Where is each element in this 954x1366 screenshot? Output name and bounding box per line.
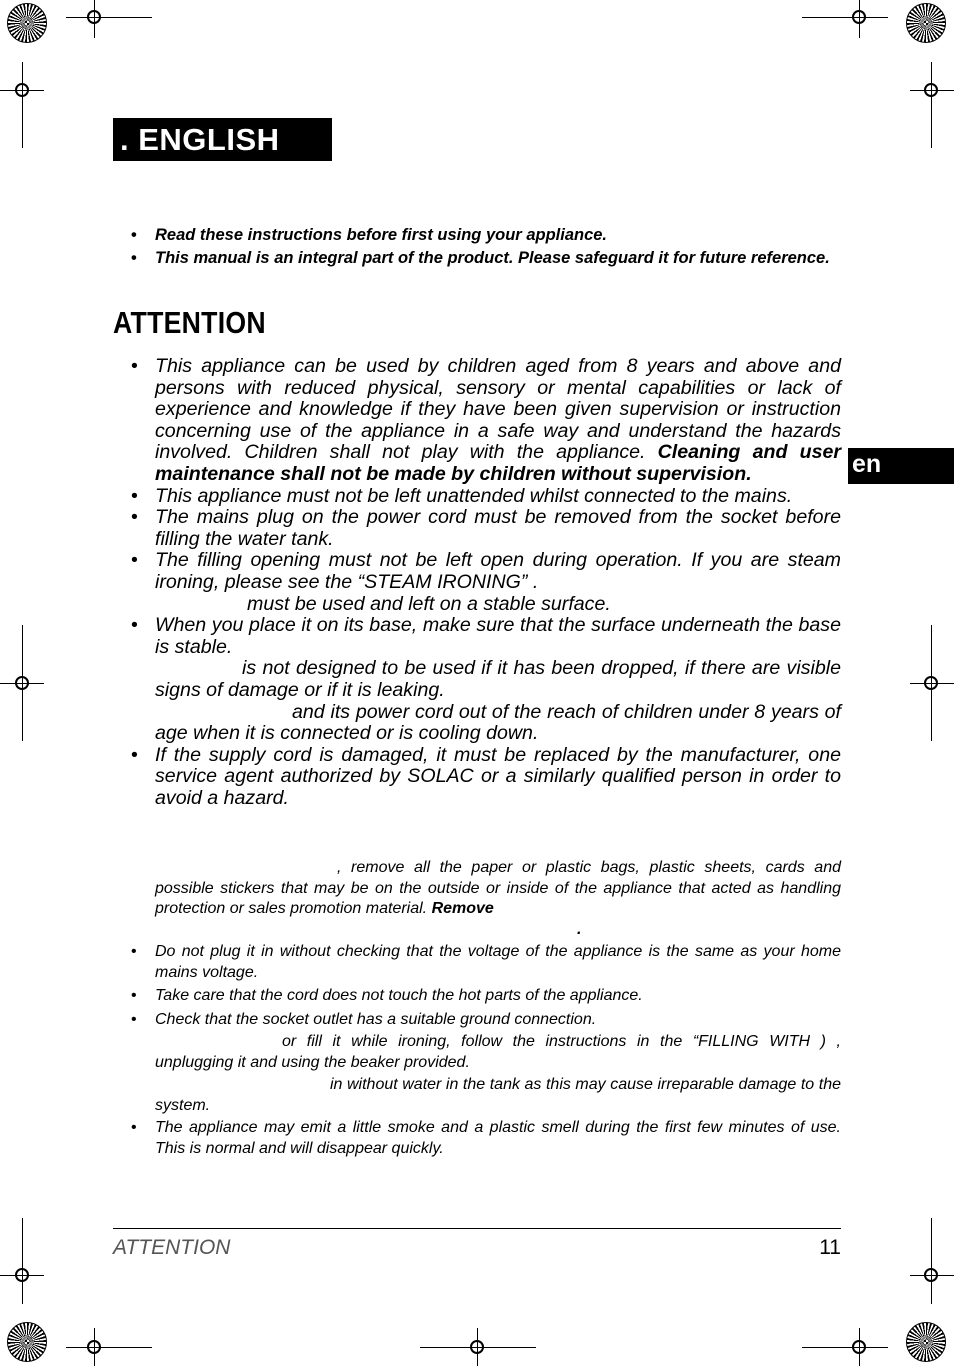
list-item: • If the supply cord is damaged, it must be replaced by the manufacturer, one service agent authorized by SOLAC or a similarly qualified person in order to avoid a hazard. <box>131 743 841 809</box>
list-item: or fill it while ironing, follow the instructions in the “FILLING WITH ) , unplugging it and using the beaker provided. <box>155 1033 841 1071</box>
crosshair-icon <box>15 1268 29 1282</box>
crosshair-icon <box>924 83 938 97</box>
list-item: and its power cord out of the reach of children under 8 years of age when it is connected or is cooling down. <box>155 700 841 745</box>
list-item: • Do not plug it in without checking that the voltage of the appliance is the same as your home mains voltage. <box>131 943 841 981</box>
list-item: • This appliance can be used by children aged from 8 years and above and persons with reduced physical, sensory or mental capabilities or lack of experience and knowledge if they have been given supervision or instruction concerning use of the appliance in a safe way and understand the hazards involved. Children shall not play with the appliance. Cleaning and user maintenance shall not be made by children without supervision. <box>131 355 841 485</box>
section-title: ATTENTION <box>113 305 266 340</box>
crosshair-icon <box>852 1340 866 1354</box>
footer-divider <box>113 1228 841 1229</box>
crosshair-icon <box>15 83 29 97</box>
crosshair-icon <box>87 1340 101 1354</box>
crosshair-icon <box>15 676 29 690</box>
list-item: • This manual is an integral part of the product. Please safeguard it for future reference. <box>131 249 830 267</box>
language-tab: en <box>848 448 954 484</box>
list-item: • The mains plug on the power cord must be removed from the socket before filling the water tank. <box>131 506 841 550</box>
list-item: • This appliance must not be left unattended whilst connected to the mains. <box>131 484 793 507</box>
registration-starburst-icon <box>906 3 946 43</box>
list-item: • The filling opening must not be left open during operation. If you are steam ironing, please see the “STEAM IRONING” . <box>131 549 841 593</box>
intro-list <box>113 225 841 271</box>
registration-starburst-icon <box>7 1322 47 1362</box>
crosshair-icon <box>852 10 866 24</box>
list-item: , remove all the paper or plastic bags, plastic sheets, cards and possible stickers that may be on the outside or inside of the appliance that acted as handling protection or sales promotion material. Remove . <box>155 859 841 938</box>
list-item: • The appliance may emit a little smoke and a plastic smell during the first few minutes of use. This is normal and will disappear quickly. <box>131 1119 841 1157</box>
list-item: • Take care that the cord does not touch the hot parts of the appliance. <box>131 987 643 1004</box>
attention-small-list <box>113 858 841 1159</box>
attention-list <box>113 356 841 809</box>
list-item: • Check that the socket outlet has a suitable ground connection. <box>131 1010 597 1028</box>
registration-starburst-icon <box>7 3 47 43</box>
language-heading: . ENGLISH <box>113 118 332 161</box>
crosshair-icon <box>470 1340 484 1354</box>
list-item: is not designed to be used if it has been dropped, if there are visible signs of damage or if it is leaking. <box>155 657 841 701</box>
crosshair-icon <box>924 676 938 690</box>
list-item: • Read these instructions before first using your appliance. <box>131 226 608 244</box>
registration-starburst-icon <box>906 1322 946 1362</box>
list-item: must be used and left on a stable surface. <box>247 592 611 615</box>
list-item: in without water in the tank as this may cause irreparable damage to the system. <box>155 1076 841 1114</box>
footer-section-title: ATTENTION <box>113 1236 231 1259</box>
page-number: 11 <box>819 1236 841 1259</box>
list-item: • When you place it on its base, make sure that the surface underneath the base is stable. <box>131 614 841 658</box>
crosshair-icon <box>924 1268 938 1282</box>
crosshair-icon <box>87 10 101 24</box>
